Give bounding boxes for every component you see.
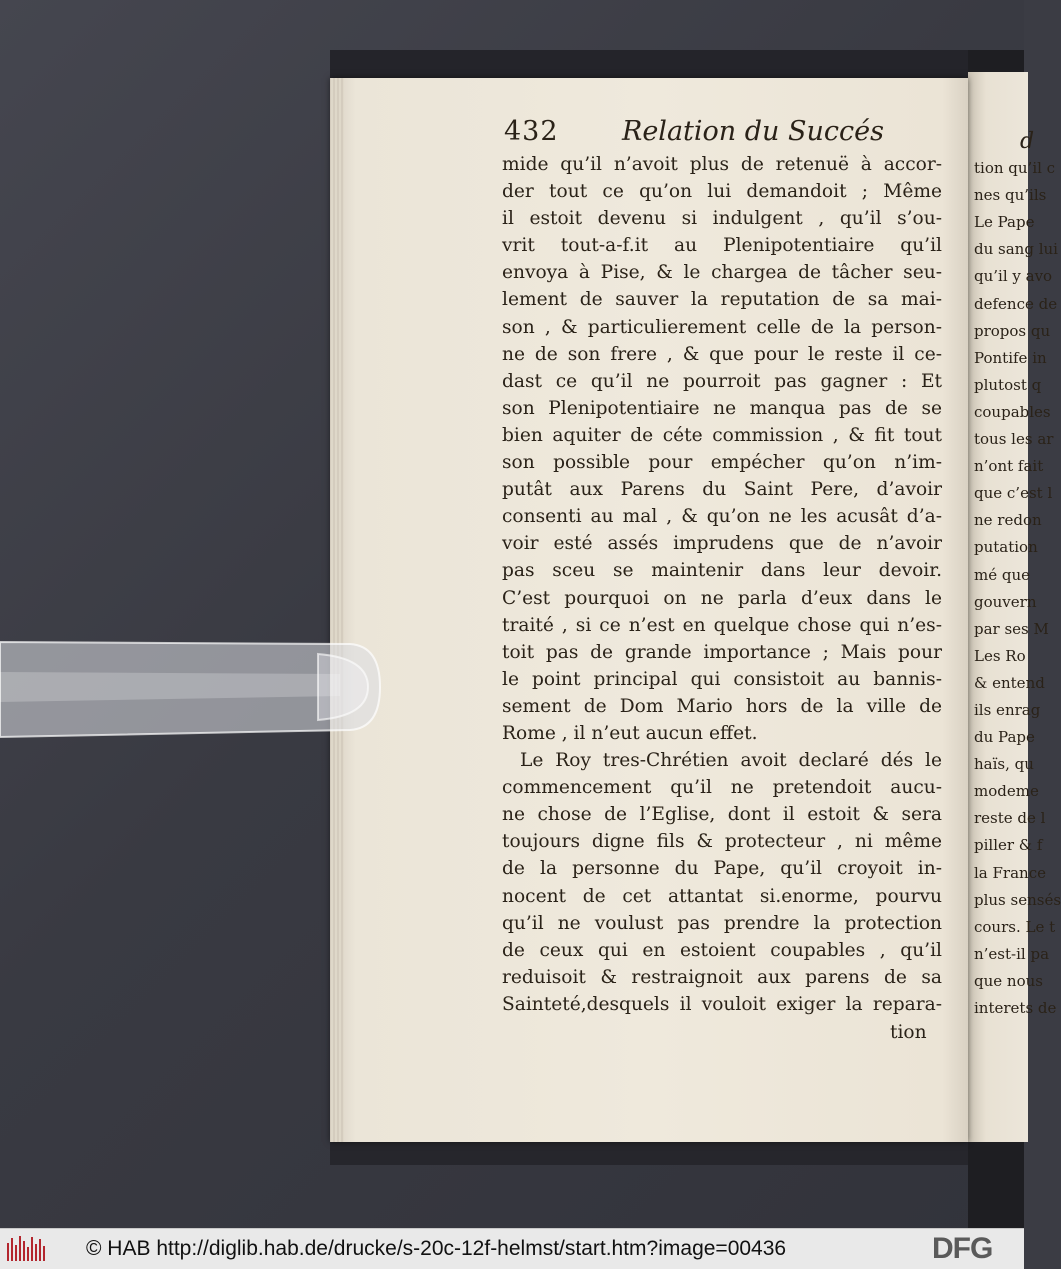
facing-text-line: propos qu: [974, 321, 1051, 340]
facing-text-line: que nous: [974, 971, 1043, 990]
running-head: Relation du Succés: [622, 116, 884, 147]
facing-text-line: plutost q: [974, 375, 1042, 394]
facing-text-line: d: [1020, 129, 1035, 154]
facing-text-line: mé que: [974, 565, 1031, 584]
facing-text-line: gouvern: [974, 592, 1037, 611]
text-line: toit pas de grande importance ; Mais pour: [502, 641, 942, 663]
text-line: der tout ce qu’on lui demandoit ; Même: [502, 181, 942, 203]
dfg-logo-icon: DFG: [932, 1232, 993, 1265]
page-header: [504, 116, 944, 152]
text-line: de la personne du Pape, qu’il croyoit in-: [502, 858, 942, 880]
catchword: tion: [890, 1022, 927, 1043]
facing-text-line: nes qu’ils: [974, 186, 1047, 205]
text-line: putât aux Parens du Saint Pere, d’avoir: [502, 479, 942, 501]
facing-text-line: & entend: [974, 673, 1045, 692]
facing-text-line: du sang lui: [974, 240, 1058, 259]
text-line: traité , si ce n’est en quelque chose qui n’es-: [502, 614, 942, 636]
text-line: mide qu’il n’avoit plus de retenuë à accor-: [502, 154, 942, 175]
facing-text-line: n’est-il pa: [974, 944, 1050, 963]
text-line: son Plenipotentiaire ne manqua pas de se: [502, 397, 942, 419]
text-line: consenti au mal , & qu’on ne les acusât d’a-: [502, 506, 942, 528]
plastic-bookmark-tab: [0, 632, 380, 742]
facing-text-line: piller & f: [974, 836, 1043, 855]
facing-text-line: que c’est l: [974, 484, 1053, 503]
text-line: le point principal qui consistoit au bannis-: [502, 668, 942, 690]
facing-text-line: defence de: [974, 294, 1058, 313]
facing-text-line: qu’il y avo: [974, 267, 1053, 286]
text-line: dast ce qu’il ne pourroit pas gagner : Et: [502, 370, 942, 392]
text-line: lement de sauver la reputation de sa mai-: [502, 289, 942, 311]
facing-text-line: reste de l: [974, 809, 1046, 828]
text-line: sement de Dom Mario hors de la ville de: [502, 695, 942, 717]
text-line: Le Roy tres-Chrétien avoit declaré dés le: [520, 750, 942, 772]
text-line: Sainteté,desquels il vouloit exiger la repara-: [502, 993, 942, 1015]
text-line: reduisoit & restraignoit aux parens de sa: [502, 966, 942, 988]
body-text: [502, 151, 942, 1018]
facing-text-line: ils enrag: [974, 700, 1041, 719]
facing-text-line: par ses M: [974, 619, 1049, 638]
facing-text-line: putation: [974, 538, 1038, 557]
text-line: toujours digne fils & protecteur , ni même: [502, 831, 942, 853]
facing-text-line: coupables: [974, 402, 1051, 421]
footer-bar: [0, 1228, 1024, 1269]
text-line: ne chose de l’Eglise, dont il estoit & sera: [502, 804, 942, 826]
credit-link[interactable]: © HAB http://diglib.hab.de/drucke/s-20c-12f-helmst/start.htm?image=00436: [86, 1237, 787, 1260]
text-line: ne de son frere , & que pour le reste il ce-: [502, 343, 942, 365]
facing-text-line: la France: [974, 863, 1046, 882]
text-line: commencement qu’il ne pretendoit aucu-: [502, 777, 942, 799]
book-page: [330, 78, 968, 1142]
page-number: 432: [504, 116, 559, 147]
text-line: son , & particulierement celle de la person-: [502, 316, 942, 338]
facing-page-text: [974, 128, 1061, 1022]
text-line: vrit tout-a-f.it au Plenipotentiaire qu’il: [502, 235, 942, 257]
facing-text-line: n’ont fait: [974, 457, 1044, 476]
text-line: voir esté assés imprudens que de n’avoir: [502, 533, 942, 555]
facing-text-line: Le Pape: [974, 213, 1035, 232]
page-edges: [330, 78, 344, 1142]
facing-text-line: Pontife in: [974, 348, 1047, 367]
facing-text-line: haïs, qu: [974, 755, 1034, 774]
text-line: pas sceu se maintenir dans leur devoir.: [502, 560, 942, 582]
book-shadow-top: [330, 50, 1024, 80]
facing-text-line: modeme: [974, 782, 1039, 801]
text-line: son possible pour empécher qu’on n’im-: [502, 452, 942, 474]
facing-text-line: tous les ar: [974, 430, 1054, 449]
facing-text-line: ne redon: [974, 511, 1042, 530]
facing-page: [968, 72, 1061, 1142]
text-line: bien aquiter de céte commission , & fit tout: [502, 424, 942, 446]
text-line: C’est pourquoi on ne parla d’eux dans le: [502, 587, 942, 609]
facing-text-line: plus sensés: [974, 890, 1061, 909]
text-line: il estoit devenu si indulgent , qu’il s’ou-: [502, 208, 942, 230]
facing-text-line: cours. Le t: [974, 917, 1056, 936]
text-line: de ceux qui en estoient coupables , qu’il: [502, 939, 942, 961]
text-line: Rome , il n’eut aucun effet.: [502, 722, 758, 744]
facing-text-line: Les Ro: [974, 646, 1026, 665]
text-line: qu’il ne voulust pas prendre la protection: [502, 912, 942, 934]
facing-text-line: tion qu’il c: [974, 159, 1056, 178]
facing-text-line: du Pape: [974, 728, 1035, 747]
text-line: nocent de cet attantat si.enorme, pourvu: [502, 885, 942, 907]
hab-logo-icon: [6, 1235, 48, 1263]
text-line: envoya à Pise, & le chargea de tâcher seu-: [502, 262, 942, 284]
facing-text-line: interets de: [974, 999, 1057, 1017]
